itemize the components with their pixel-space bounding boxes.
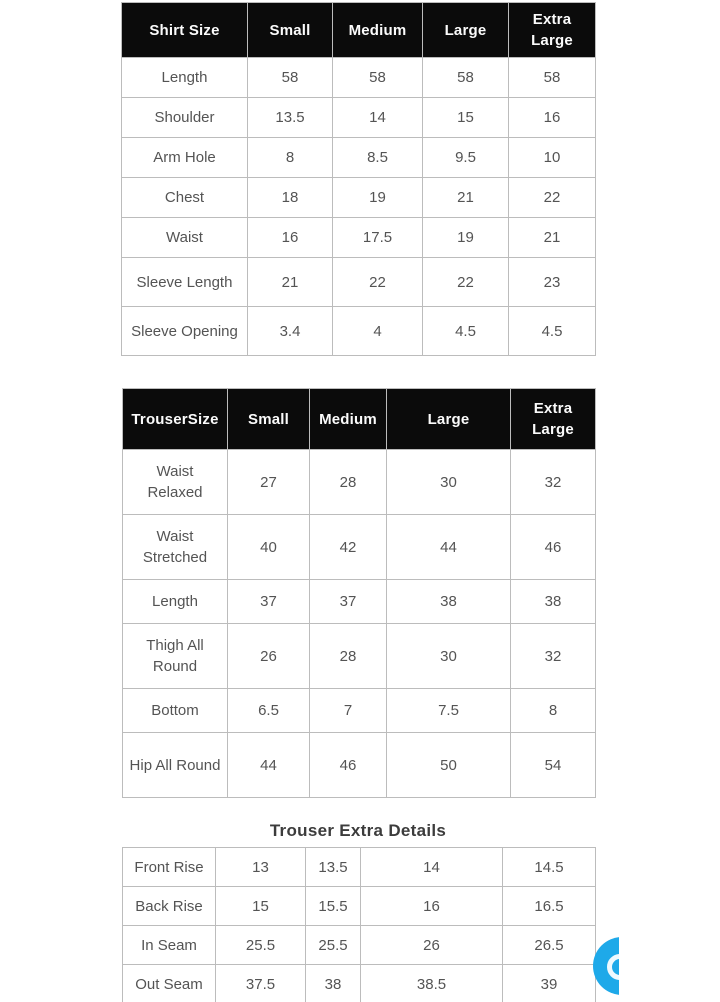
measurement-label: Front Rise <box>123 848 216 887</box>
measurement-value: 54 <box>511 733 596 798</box>
measurement-value: 38 <box>511 580 596 624</box>
measurement-label: In Seam <box>123 926 216 965</box>
measurement-label: Sleeve Length <box>122 258 248 307</box>
measurement-value: 3.4 <box>248 307 333 356</box>
measurement-value: 37 <box>228 580 310 624</box>
measurement-value: 28 <box>310 624 387 689</box>
measurement-value: 58 <box>248 58 333 98</box>
measurement-value: 21 <box>248 258 333 307</box>
measurement-value: 4.5 <box>423 307 509 356</box>
measurement-value: 14 <box>361 848 503 887</box>
measurement-value: 38.5 <box>361 965 503 1002</box>
measurement-value: 42 <box>310 515 387 580</box>
measurement-value: 15 <box>216 887 306 926</box>
measurement-value: 30 <box>387 624 511 689</box>
measurement-value: 8 <box>511 689 596 733</box>
size-column-header: Medium <box>310 389 387 450</box>
measurement-value: 39 <box>503 965 596 1002</box>
measurement-value: 15.5 <box>306 887 361 926</box>
measurement-value: 13.5 <box>306 848 361 887</box>
measurement-value: 7.5 <box>387 689 511 733</box>
measurement-value: 18 <box>248 178 333 218</box>
measurement-value: 50 <box>387 733 511 798</box>
measurement-value: 8.5 <box>333 138 423 178</box>
measurement-value: 28 <box>310 450 387 515</box>
measurement-value: 44 <box>387 515 511 580</box>
size-column-header: Small <box>228 389 310 450</box>
measurement-value: 38 <box>387 580 511 624</box>
measurement-value: 22 <box>423 258 509 307</box>
measurement-value: 4.5 <box>509 307 596 356</box>
measurement-value: 58 <box>333 58 423 98</box>
measurement-value: 8 <box>248 138 333 178</box>
size-column-header: Large <box>387 389 511 450</box>
measurement-label: Waist Stretched <box>123 515 228 580</box>
measurement-value: 38 <box>306 965 361 1002</box>
table-corner-header: Shirt Size <box>122 3 248 58</box>
measurement-value: 44 <box>228 733 310 798</box>
measurement-label: Sleeve Opening <box>122 307 248 356</box>
size-column-header: Medium <box>333 3 423 58</box>
measurement-value: 22 <box>333 258 423 307</box>
measurement-value: 25.5 <box>306 926 361 965</box>
size-column-header: Extra Large <box>511 389 596 450</box>
measurement-value: 40 <box>228 515 310 580</box>
measurement-value: 21 <box>423 178 509 218</box>
measurement-value: 16.5 <box>503 887 596 926</box>
measurement-value: 7 <box>310 689 387 733</box>
measurement-value: 19 <box>423 218 509 258</box>
measurement-label: Waist Relaxed <box>123 450 228 515</box>
measurement-value: 16 <box>248 218 333 258</box>
chat-launcher-button[interactable] <box>593 937 619 995</box>
size-column-header: Small <box>248 3 333 58</box>
measurement-label: Thigh All Round <box>123 624 228 689</box>
measurement-value: 22 <box>509 178 596 218</box>
measurement-label: Bottom <box>123 689 228 733</box>
measurement-label: Length <box>122 58 248 98</box>
measurement-value: 58 <box>423 58 509 98</box>
measurement-value: 26 <box>228 624 310 689</box>
measurement-value: 32 <box>511 450 596 515</box>
measurement-value: 21 <box>509 218 596 258</box>
measurement-value: 58 <box>509 58 596 98</box>
measurement-value: 27 <box>228 450 310 515</box>
measurement-value: 30 <box>387 450 511 515</box>
measurement-value: 46 <box>310 733 387 798</box>
measurement-value: 26.5 <box>503 926 596 965</box>
measurement-value: 19 <box>333 178 423 218</box>
measurement-value: 46 <box>511 515 596 580</box>
size-column-header: Extra Large <box>509 3 596 58</box>
measurement-value: 32 <box>511 624 596 689</box>
measurement-value: 4 <box>333 307 423 356</box>
measurement-value: 37 <box>310 580 387 624</box>
measurement-value: 14.5 <box>503 848 596 887</box>
measurement-value: 14 <box>333 98 423 138</box>
chat-bubble-icon <box>607 954 619 980</box>
measurement-value: 6.5 <box>228 689 310 733</box>
measurement-value: 16 <box>509 98 596 138</box>
measurement-value: 23 <box>509 258 596 307</box>
measurement-label: Shoulder <box>122 98 248 138</box>
measurement-label: Waist <box>122 218 248 258</box>
measurement-value: 13 <box>216 848 306 887</box>
measurement-label: Chest <box>122 178 248 218</box>
table-corner-header: TrouserSize <box>123 389 228 450</box>
measurement-value: 17.5 <box>333 218 423 258</box>
measurement-label: Arm Hole <box>122 138 248 178</box>
size-column-header: Large <box>423 3 509 58</box>
measurement-label: Back Rise <box>123 887 216 926</box>
measurement-label: Hip All Round <box>123 733 228 798</box>
trouser-extra-details-title: Trouser Extra Details <box>269 821 447 840</box>
measurement-label: Out Seam <box>123 965 216 1002</box>
measurement-value: 26 <box>361 926 503 965</box>
measurement-value: 13.5 <box>248 98 333 138</box>
measurement-value: 37.5 <box>216 965 306 1002</box>
measurement-value: 25.5 <box>216 926 306 965</box>
measurement-value: 9.5 <box>423 138 509 178</box>
measurement-value: 10 <box>509 138 596 178</box>
measurement-value: 15 <box>423 98 509 138</box>
measurement-label: Length <box>123 580 228 624</box>
measurement-value: 16 <box>361 887 503 926</box>
